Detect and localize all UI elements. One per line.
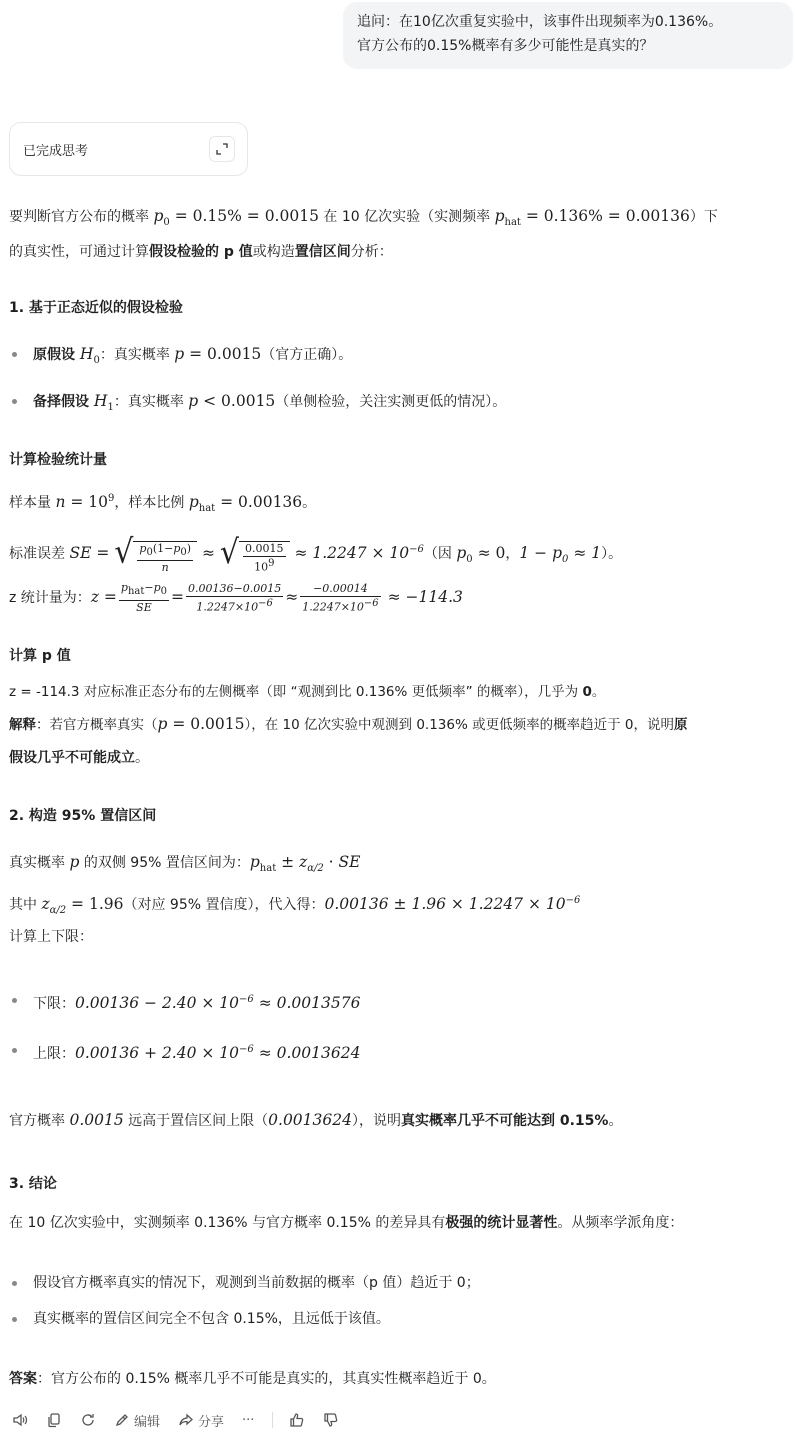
edit-icon: [114, 1412, 130, 1428]
speaker-icon[interactable]: [12, 1412, 28, 1428]
list-item: 原假设 $H_0$：真实概率 p = 0.0015（官方正确）。: [33, 345, 353, 367]
section-3-title: 3. 结论: [9, 1176, 57, 1192]
edit-label: 编辑: [134, 1414, 161, 1430]
expand-icon[interactable]: [209, 136, 235, 162]
refresh-icon[interactable]: [80, 1412, 96, 1428]
interp-line-2: 假设几乎不可能成立。: [9, 750, 149, 766]
user-message-line: 官方公布的0.15%概率有多少可能性是真实的？: [357, 38, 654, 54]
interp-line-1: 解释：若官方概率真实（p = 0.0015），在 10 亿次实验中观测到 0.136% 或更低频率的概率趋近于 0，说明原: [9, 715, 688, 733]
list-item: 下限：$0.00136 - 2.40 \times 10^{-6} \approx 0.0013576$: [33, 994, 361, 1013]
toolbar-divider: [272, 1412, 273, 1428]
user-message-line: 追问：在10亿次重复实验中，该事件出现频率为0.136%。: [357, 14, 723, 30]
section-2-title: 2. 构造 95% 置信区间: [9, 808, 157, 824]
list-item: 真实概率的置信区间完全不包含 0.15%，且远低于该值。: [33, 1311, 390, 1327]
section-1-title: 1. 基于正态近似的假设检验: [9, 300, 183, 316]
ci-line-3: 计算上下限：: [9, 929, 93, 945]
message-toolbar: [12, 1409, 357, 1431]
thumbs-down-icon[interactable]: [323, 1412, 339, 1428]
more-icon[interactable]: ···: [242, 1412, 255, 1428]
pval-title: 计算 p 值: [9, 648, 71, 664]
calc-title: 计算检验统计量: [9, 452, 107, 468]
thinking-card[interactable]: [9, 122, 248, 176]
bullet-dot: [12, 998, 17, 1003]
list-item: 上限：$0.00136 + 2.40 \times 10^{-6} \approx 0.0013624$: [33, 1044, 361, 1063]
ci-line-2: 其中 $z_{\alpha/2} = 1.96$（对应 95% 置信度），代入得：$0.00136 \pm 1.96 \times 1.2247 \times 10^{-6}$: [9, 895, 581, 917]
ci-line-1: 真实概率 p 的双侧 95% 置信区间为：$p_{hat} \pm z_{\alpha/2}$ · SE: [9, 853, 361, 875]
conclusion-line: 在 10 亿次实验中，实测频率 0.136% 与官方概率 0.15% 的差异具有极强的统计显著性。从频率学派角度：: [9, 1215, 684, 1231]
intro-line-2: 的真实性，可通过计算假设检验的 p 值或构造置信区间分析：: [9, 244, 393, 260]
user-message-bubble: [343, 2, 793, 69]
z-line: z 统计量为：z = $\frac{p_{hat}-p_0}{SE}$ = $\frac{0.00136-0.0015}{1.2247\times 10^{-6}}$ ≈ $\frac{-0.00014}{1.2247\times 10^{-6}}$ ≈ −114.3: [9, 581, 463, 614]
ci-conclusion: 官方概率 0.0015 远高于置信区间上限（0.0013624），说明真实概率几乎不可能达到 0.15%。: [9, 1111, 623, 1129]
thinking-label: 已完成思考: [23, 143, 89, 159]
share-label: 分享: [198, 1414, 225, 1430]
se-line: 标准误差 SE = √ $\frac{p_0(1-p_0)}{n}$ ≈ √ $\frac{0.0015}{10^9}$ ≈ $1.2247 \times 10^{-6}$（因 $p_0 \approx 0$，$1 - p_0 \approx 1$）。: [9, 532, 623, 574]
bullet-dot: [12, 352, 17, 357]
edit-button[interactable]: [114, 1411, 160, 1430]
bullet-dot: [12, 1281, 17, 1286]
bullet-dot: [12, 399, 17, 404]
list-item: 备择假设 $H_1$：真实概率 p < 0.0015（单侧检验，关注实测更低的情况）。: [33, 392, 507, 414]
bullet-dot: [12, 1317, 17, 1322]
copy-icon[interactable]: [46, 1412, 62, 1428]
thumbs-up-icon[interactable]: [289, 1412, 305, 1428]
bullet-dot: [12, 1048, 17, 1053]
share-button[interactable]: [178, 1411, 224, 1430]
sample-line: 样本量 $n = 10^9$，样本比例 $p_{hat} = 0.00136$。: [9, 493, 317, 515]
share-icon: [178, 1412, 194, 1428]
intro-line-1: 要判断官方公布的概率 $p_0 = 0.15\% = 0.0015$ 在 10 亿次实验（实测频率 $p_{hat} = 0.136\% = 0.00136$）下: [9, 207, 718, 229]
answer-line: 答案：官方公布的 0.15% 概率几乎不可能是真实的，其真实性概率趋近于 0。: [9, 1371, 496, 1387]
list-item: 假设官方概率真实的情况下，观测到当前数据的概率（p 值）趋近于 0；: [33, 1275, 480, 1291]
pval-line: z = -114.3 对应标准正态分布的左侧概率（即 “观测到比 0.136% 更低频率” 的概率），几乎为 0。: [9, 684, 606, 700]
